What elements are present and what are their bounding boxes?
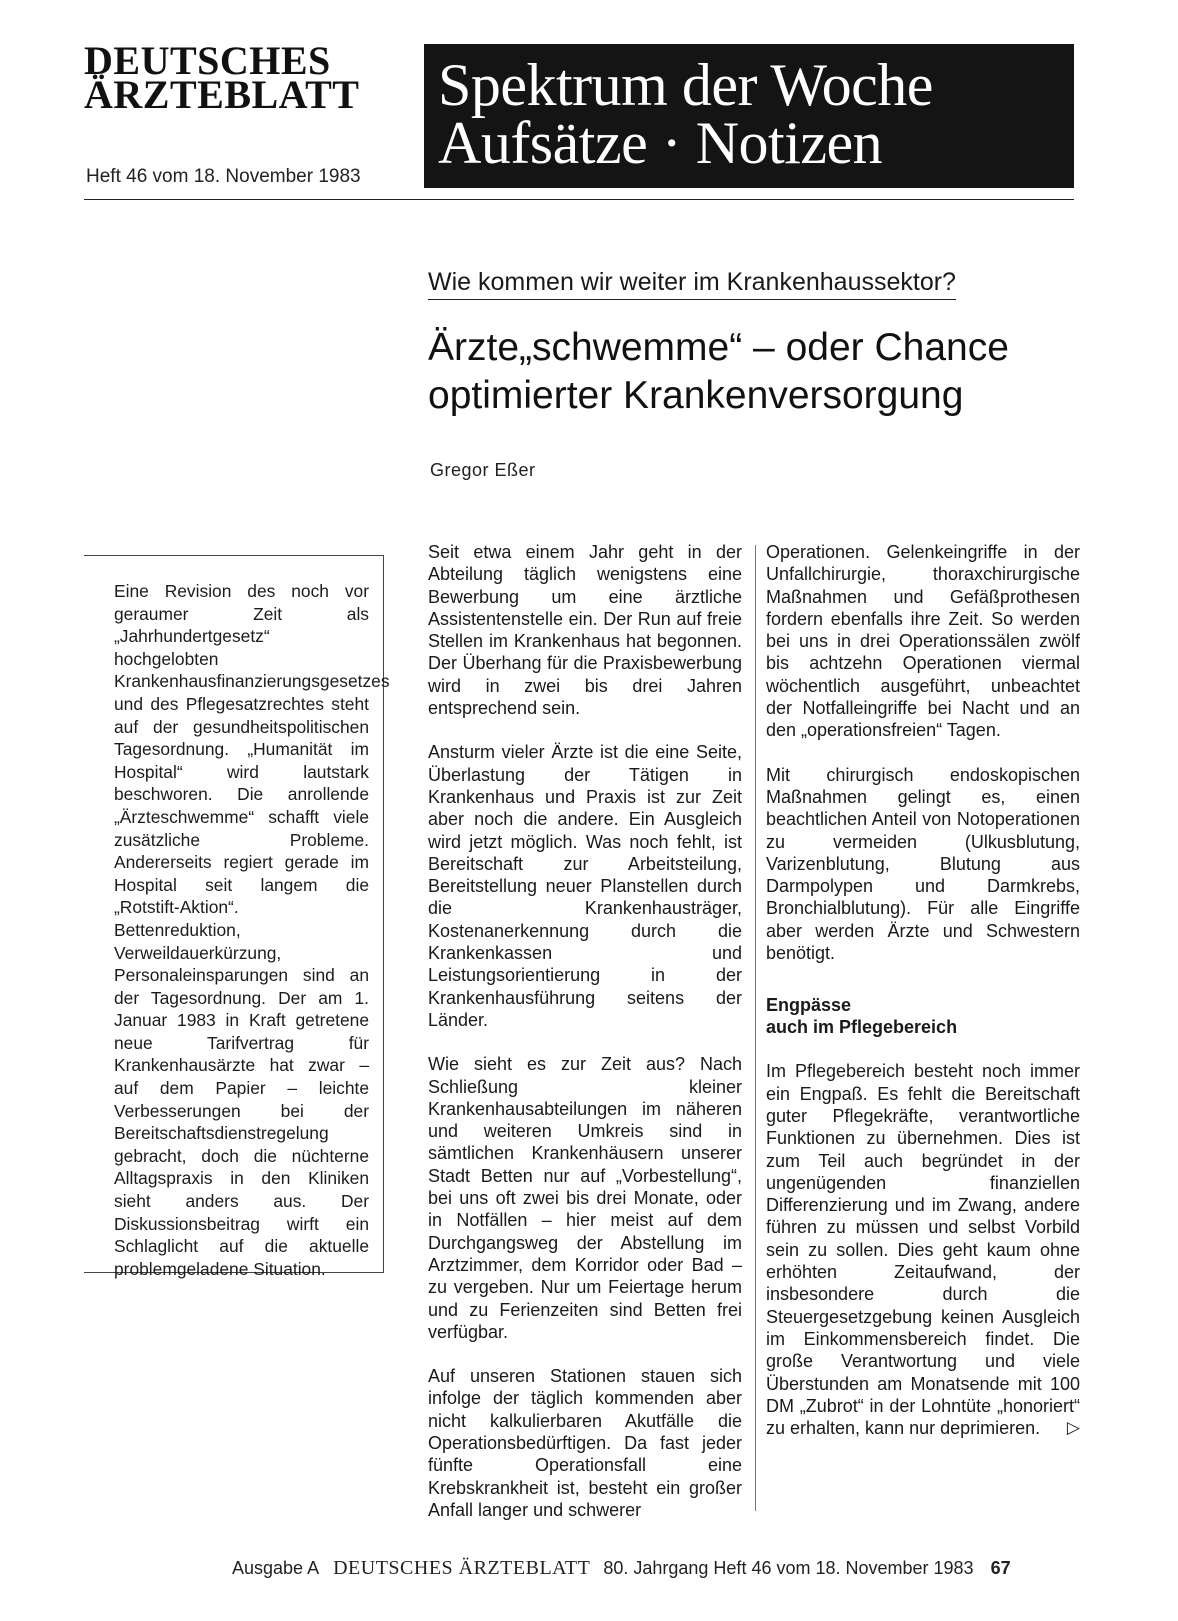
headline-line-2: optimierter Krankenversorgung (428, 374, 964, 417)
headline-line-1: Ärzte„schwemme“ – oder Chance (428, 326, 1009, 369)
subheading-line-2: auch im Pflegebereich (766, 1017, 958, 1038)
paragraph: Operationen. Gelenkeingriffe in der Unfallchirurgie, thoraxchirurgische Maßnahmen und Gefäßprothesen fordern ebenfalls ihre Zeit. So werden bei uns in drei Operationssälen zwölf bis achtzehn Operationen viermal wöchentlich ausgeführt, unbeachtet der Notfalleingriffe bei Nacht und an den „operationsfreien“ Tagen. (766, 542, 1080, 741)
section-subheading (766, 994, 1080, 1038)
paragraph (766, 1060, 1080, 1439)
paragraph: Seit etwa einem Jahr geht in der Abteilung täglich wenigstens eine Bewerbung um eine ärztliche Assistentenstelle ein. Der Run auf freie Stellen im Krankenhaus hat begonnen. Der Überhang für die Praxisbewerbung wird in zwei bis drei Jahren entsprechend sein. (428, 542, 742, 719)
article-headline (428, 324, 1088, 420)
column-divider (755, 545, 756, 1511)
subheading-line-1: Engpässe (766, 995, 852, 1016)
paragraph: Mit chirurgisch endoskopischen Maßnahmen gelingt es, einen beachtlichen Anteil von Notoperationen zu vermeiden (Ulkusblutung, Varizenblutung, Blutung aus Darmpolypen und Darmkrebs, Bronchialblutung). Für alle Eingriffe aber werden Ärzte und Schwestern benötigt. (766, 764, 1080, 964)
paragraph-text: Im Pflegebereich besteht noch immer ein Engpaß. Es fehlt die Bereitschaft guter Pflegekräfte, verantwortliche Funktionen zu übernehmen. Dies ist zum Teil auch begründet in der ungenügenden finanziellen Differenzierung und im Zwang, andere führen zu müssen und selbst Vorbild sein zu sollen. Dies geht kaum ohne erhöhten Zeitaufwand, der insbesondere durch die Steuergesetzgebung keinen Ausgleich im Einkommensbereich findet. Die große Verantwortung und viele Überstunden am Monatsende mit 100 DM „Zubrot“ in der Lohntüte „honoriert“ zu erhalten, kann nur deprimieren. (766, 1061, 1080, 1439)
header-rule (84, 199, 1074, 200)
abstract-box (84, 555, 390, 1279)
issue-line: Heft 46 vom 18. November 1983 (86, 166, 361, 187)
body-column-3 (766, 541, 1080, 1461)
banner-line-2: Aufsätze · Notizen (438, 110, 883, 176)
footer-brand: DEUTSCHES ÄRZTEBLATT (333, 1557, 591, 1579)
page-footer (232, 1557, 1011, 1580)
logo-line-2: ÄRZTEBLATT (84, 72, 360, 117)
paragraph: Wie sieht es zur Zeit aus? Nach Schließung kleiner Krankenhausabteilungen im näheren und weiteren Umkreis sind in sämtlichen Krankenhäusern unserer Stadt Betten nur auf „Vorbestellung“, bei uns oft zwei bis drei Monate, oder in Notfällen – hier meist auf dem Durchgangsweg der Abstellung im Arztzimmer, dem Korridor oder Bad – zu vergeben. Nur um Feiertage herum und zu Ferienzeiten sind Betten frei verfügbar. (428, 1054, 742, 1342)
page-number: 67 (990, 1558, 1011, 1578)
footer-info: 80. Jahrgang Heft 46 vom 18. November 1983 (603, 1558, 974, 1578)
article-author: Gregor Eßer (430, 460, 536, 480)
logo-line-1: DEUTSCHES (84, 38, 331, 83)
paragraph: Auf unseren Stationen stauen sich infolge der täglich kommenden aber nicht kalkulierbaren Akutfälle die Operationsbedürftigen. Da fast jeder fünfte Operationsfall eine Krebskrankheit ist, besteht ein großer Anfall langer und schwerer (428, 1366, 742, 1520)
article-kicker: Wie kommen wir weiter im Krankenhaussektor? (428, 268, 956, 300)
paragraph: Ansturm vieler Ärzte ist die eine Seite, Überlastung der Tätigen in Krankenhaus und Praxis ist zur Zeit aber noch die andere. Ein Ausgleich wird jetzt möglich. Was noch fehlt, ist Bereitschaft zur Arbeitsteilung, Bereitstellung neuer Planstellen durch die Krankenhausträger, Kostenanerkennung durch die Krankenkassen und Leistungsorientierung in der Krankenhausführung seitens der Länder. (428, 742, 742, 1030)
masthead-logo (84, 38, 404, 117)
abstract-text: Eine Revision des noch vor geraumer Zeit als „Jahrhundertgesetz“ hochgelobten Krankenhausfinanzierungsgesetzes und des Pflegesatzrechtes steht auf der gesundheitspolitischen Tagesordnung. „Humanität im Hospital“ wird lautstark beschworen. Die anrollende „Ärzteschwemme“ schafft viele zusätzliche Probleme. Andererseits regiert gerade im Hospital seit langem die „Rotstift-Aktion“. Bettenreduktion, Verweildauerkürzung, Personaleinsparungen sind an der Tagesordnung. Der am 1. Januar 1983 in Kraft getretene neue Tarifvertrag für Krankenhausärzte hat zwar – auf dem Papier – leichte Verbesserungen bei der Bereitschaftsdienstregelung gebracht, doch die nüchterne Alltagspraxis in den Kliniken sieht anders aus. Der Diskussionsbeitrag wirft ein Schlaglicht auf die aktuelle problemgeladene Situation. (114, 581, 390, 1279)
banner-line-1: Spektrum der Woche (438, 52, 933, 118)
footer-edition: Ausgabe A (232, 1558, 319, 1578)
continue-arrow-icon: ▷ (1066, 1418, 1080, 1438)
section-banner (424, 44, 1074, 188)
body-column-2 (428, 541, 742, 1543)
